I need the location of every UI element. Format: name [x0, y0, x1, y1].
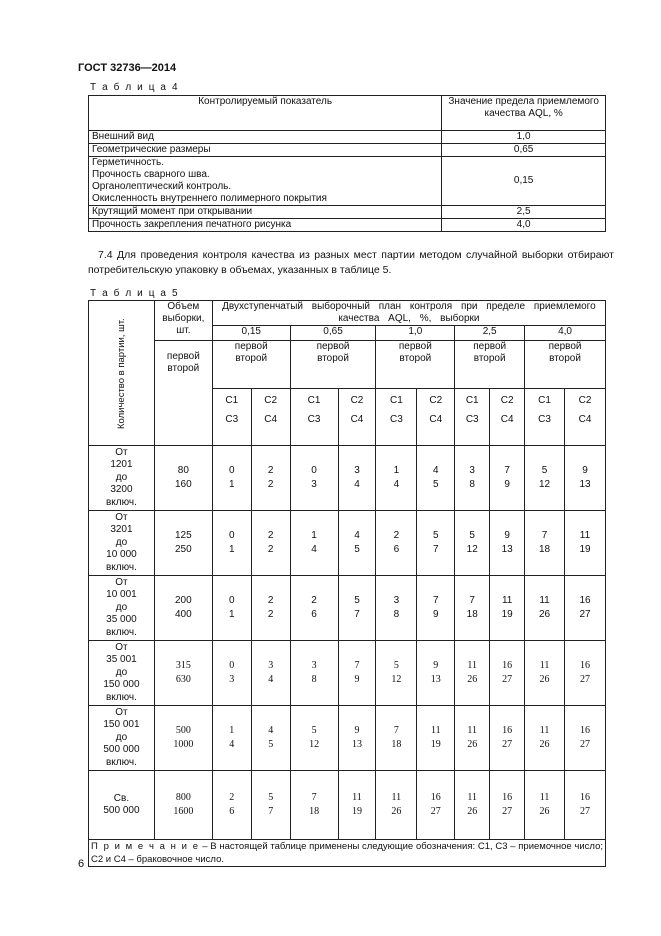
acceptance-value-cell: 3 8 — [376, 576, 417, 641]
table4-col1-header: Контролируемый показатель — [89, 96, 442, 131]
c-left-header: С1 С3 — [376, 389, 417, 446]
acceptance-value-cell: 11 26 — [376, 771, 417, 840]
acceptance-value-cell: 2 2 — [251, 511, 290, 576]
acceptance-value-cell: 5 7 — [417, 511, 455, 576]
acceptance-value-cell: 1 4 — [290, 511, 338, 576]
acceptance-value-cell: 11 26 — [455, 771, 490, 840]
acceptance-value-cell: 5 7 — [338, 576, 376, 641]
acceptance-value-cell: 4 5 — [417, 446, 455, 511]
c-right-header: С2 С4 — [490, 389, 525, 446]
table5-note: П р и м е ч а н и е – В настоящей таблице применены следующие обозначения: С1, С3 – приемочное число; С2 и С4 – браковочное число. — [89, 840, 606, 867]
table4-col2-header: Значение предела приемлемого качества AQL, % — [442, 96, 606, 131]
acceptance-value-cell: 7 18 — [376, 706, 417, 771]
c-left-header: С1 С3 — [525, 389, 565, 446]
acceptance-value-cell: 11 26 — [455, 641, 490, 706]
sample-size-cell: 500 1000 — [154, 706, 212, 771]
acceptance-value-cell: 7 18 — [525, 511, 565, 576]
lot-size-cell: От 35 001 до 150 000 включ. — [89, 641, 155, 706]
acceptance-value-cell: 9 13 — [565, 446, 606, 511]
sample-size-cell: 315 630 — [154, 641, 212, 706]
table4 — [88, 95, 606, 232]
acceptance-value-cell: 11 26 — [525, 641, 565, 706]
acceptance-value-cell: 16 27 — [565, 771, 606, 840]
aql-level: 0,15 — [212, 326, 290, 341]
acceptance-value-cell: 16 27 — [565, 706, 606, 771]
acceptance-value-cell: 5 7 — [251, 771, 290, 840]
table4-row — [89, 219, 606, 232]
acceptance-value-cell: 0 3 — [290, 446, 338, 511]
aql-level: 0,65 — [290, 326, 376, 341]
lot-size-cell: От 150 001 до 500 000 включ. — [89, 706, 155, 771]
stage-header: первой второй — [376, 341, 455, 389]
paragraph-7-4: 7.4 Для проведения контроля качества из разных мест партии методом случайной выборки отбирают потребительскую упаковку в объемах, указанных в таблице 5. — [88, 249, 614, 276]
acceptance-value-cell: 7 18 — [455, 576, 490, 641]
aql-level: 2,5 — [455, 326, 525, 341]
table5-row — [89, 706, 606, 771]
page-number: 6 — [78, 858, 85, 870]
acceptance-value-cell: 5 12 — [455, 511, 490, 576]
acceptance-value-cell: 2 6 — [376, 511, 417, 576]
plan-header: Двухступенчатый выборочный план контроля при пределе приемлемого качества AQL, %, выборки — [212, 301, 605, 326]
acceptance-value-cell: 11 26 — [525, 576, 565, 641]
acceptance-value-cell: 0 3 — [212, 641, 251, 706]
aql-level: 4,0 — [525, 326, 606, 341]
c-right-header: С2 С4 — [565, 389, 606, 446]
acceptance-value-cell: 11 26 — [525, 771, 565, 840]
c-right-header: С2 С4 — [338, 389, 376, 446]
acceptance-value-cell: 2 2 — [251, 576, 290, 641]
table5-row — [89, 446, 606, 511]
table4-value: 1,0 — [442, 131, 606, 144]
table4-row — [89, 157, 606, 206]
table4-row — [89, 206, 606, 219]
acceptance-value-cell: 3 4 — [338, 446, 376, 511]
acceptance-value-cell: 11 26 — [525, 706, 565, 771]
stage-header: первой второй — [455, 341, 525, 389]
table4-label: Крутящий момент при открывании — [89, 206, 442, 219]
c-right-header: С2 С4 — [251, 389, 290, 446]
table4-value: 0,15 — [442, 157, 606, 206]
c-left-header: С1 С3 — [455, 389, 490, 446]
acceptance-value-cell: 5 12 — [290, 706, 338, 771]
table5-row — [89, 771, 606, 840]
acceptance-value-cell: 7 9 — [417, 576, 455, 641]
table4-value: 4,0 — [442, 219, 606, 232]
acceptance-value-cell: 9 13 — [490, 511, 525, 576]
acceptance-value-cell: 4 5 — [251, 706, 290, 771]
sample-size-header: Объем выборки, шт. — [154, 301, 212, 341]
acceptance-value-cell: 7 18 — [290, 771, 338, 840]
stage-header: первой второй — [290, 341, 376, 389]
acceptance-value-cell: 0 1 — [212, 511, 251, 576]
table4-label: Геометрические размеры — [89, 144, 442, 157]
stage-header: первой второй — [525, 341, 606, 389]
lot-size-cell: Св. 500 000 — [89, 771, 155, 840]
sample-stage-header: первой второй — [154, 341, 212, 446]
acceptance-value-cell: 2 2 — [251, 446, 290, 511]
table4-label: Прочность закрепления печатного рисунка — [89, 219, 442, 232]
lot-size-cell: От 3201 до 10 000 включ. — [89, 511, 155, 576]
acceptance-value-cell: 9 13 — [417, 641, 455, 706]
c-left-header: С1 С3 — [290, 389, 338, 446]
acceptance-value-cell: 2 6 — [212, 771, 251, 840]
acceptance-value-cell: 7 9 — [338, 641, 376, 706]
acceptance-value-cell: 9 13 — [338, 706, 376, 771]
sample-size-cell: 800 1600 — [154, 771, 212, 840]
acceptance-value-cell: 16 27 — [490, 706, 525, 771]
lot-size-cell: От 10 001 до 35 000 включ. — [89, 576, 155, 641]
table4-label: Внешний вид — [89, 131, 442, 144]
acceptance-value-cell: 3 4 — [251, 641, 290, 706]
c-left-header: С1 С3 — [212, 389, 251, 446]
acceptance-value-cell: 11 19 — [338, 771, 376, 840]
acceptance-value-cell: 3 8 — [455, 446, 490, 511]
table4-row — [89, 144, 606, 157]
acceptance-value-cell: 7 9 — [490, 446, 525, 511]
acceptance-value-cell: 16 27 — [490, 641, 525, 706]
table4-label: Герметичность. Прочность сварного шва. Органолептический контроль. Окисленность внутреннего полимерного покрытия — [89, 157, 442, 206]
standard-header: ГОСТ 32736—2014 — [78, 62, 177, 74]
aql-level: 1,0 — [376, 326, 455, 341]
acceptance-value-cell: 3 8 — [290, 641, 338, 706]
acceptance-value-cell: 5 12 — [376, 641, 417, 706]
sample-size-cell: 200 400 — [154, 576, 212, 641]
acceptance-value-cell: 4 5 — [338, 511, 376, 576]
acceptance-value-cell: 2 6 — [290, 576, 338, 641]
table5-row — [89, 511, 606, 576]
table4-row — [89, 131, 606, 144]
acceptance-value-cell: 16 27 — [565, 641, 606, 706]
acceptance-value-cell: 0 1 — [212, 446, 251, 511]
table4-caption: Т а б л и ц а 4 — [90, 82, 180, 93]
sample-size-cell: 125 250 — [154, 511, 212, 576]
table4-value: 2,5 — [442, 206, 606, 219]
acceptance-value-cell: 1 4 — [376, 446, 417, 511]
table5-row — [89, 576, 606, 641]
table4-value: 0,65 — [442, 144, 606, 157]
table5 — [88, 300, 606, 867]
acceptance-value-cell: 11 26 — [455, 706, 490, 771]
lot-size-header: Количество в партии, шт. — [89, 301, 155, 446]
stage-header: первой второй — [212, 341, 290, 389]
acceptance-value-cell: 11 19 — [565, 511, 606, 576]
acceptance-value-cell: 16 27 — [565, 576, 606, 641]
acceptance-value-cell: 16 27 — [417, 771, 455, 840]
table5-caption: Т а б л и ц а 5 — [90, 288, 180, 299]
c-right-header: С2 С4 — [417, 389, 455, 446]
table5-row — [89, 641, 606, 706]
acceptance-value-cell: 16 27 — [490, 771, 525, 840]
lot-size-cell: От 1201 до 3200 включ. — [89, 446, 155, 511]
acceptance-value-cell: 11 19 — [490, 576, 525, 641]
sample-size-cell: 80 160 — [154, 446, 212, 511]
acceptance-value-cell: 5 12 — [525, 446, 565, 511]
acceptance-value-cell: 1 4 — [212, 706, 251, 771]
acceptance-value-cell: 0 1 — [212, 576, 251, 641]
acceptance-value-cell: 11 19 — [417, 706, 455, 771]
